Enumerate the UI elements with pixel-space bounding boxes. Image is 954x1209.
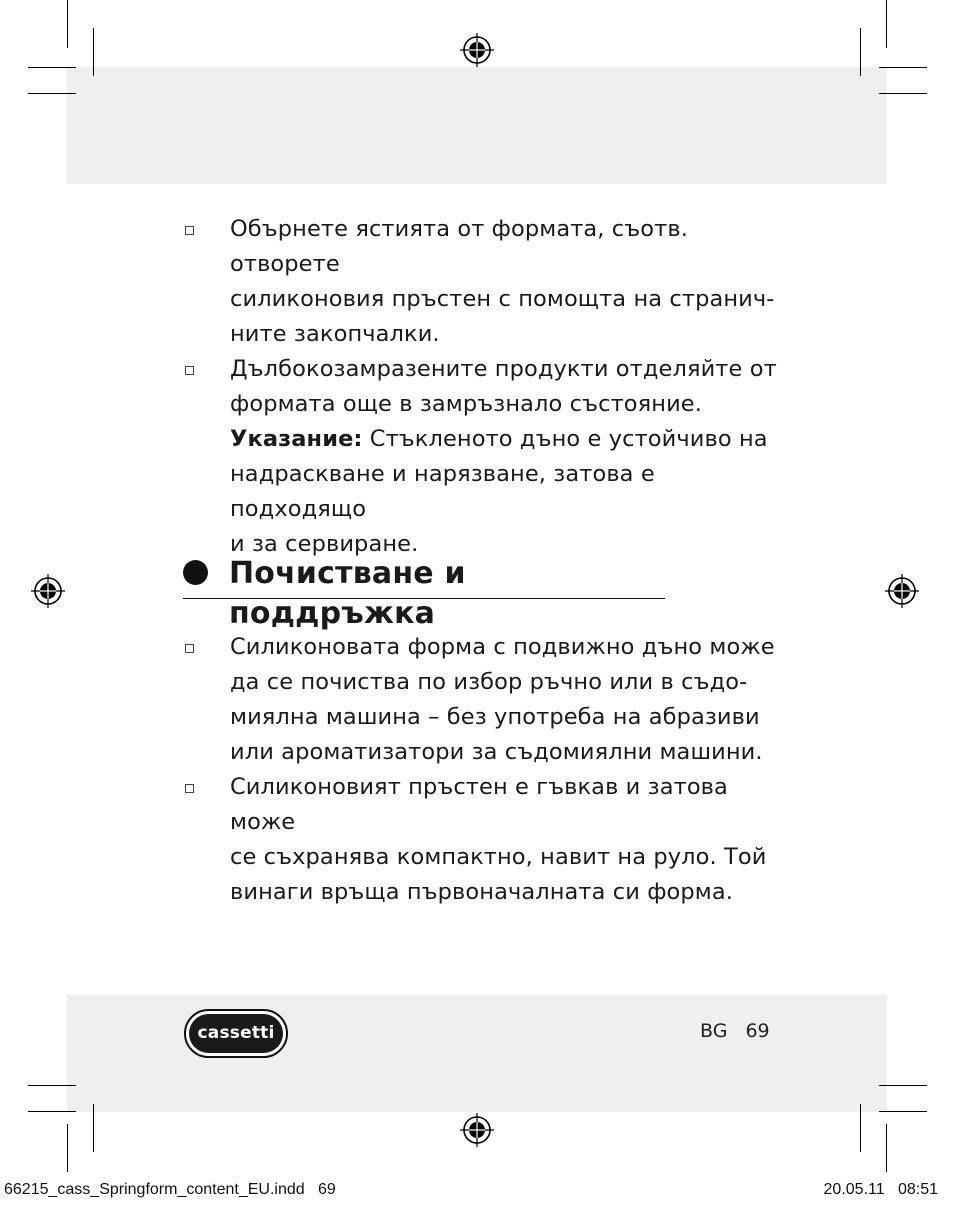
crop-mark: [879, 1085, 927, 1086]
crop-mark: [28, 93, 76, 94]
language-code: BG: [700, 1020, 728, 1042]
crop-mark: [28, 67, 76, 68]
registration-mark-icon: [460, 1113, 494, 1147]
cassetti-logo: [184, 1009, 288, 1058]
instructions-bottom: [183, 630, 783, 910]
page-info: [700, 1018, 770, 1044]
crop-mark: [879, 67, 927, 68]
crop-mark: [28, 1111, 76, 1112]
crop-mark: [860, 1104, 861, 1152]
page-number: 69: [745, 1020, 770, 1042]
list-item: Дълбокозамразените продукти отделяйте от формата още в замръзнало състояние. Указание: Стъкленото дъно е устойчиво на надраскване и нарязване, затова е подходящо и за сервиране.: [183, 352, 783, 562]
header-band: [67, 67, 887, 184]
slug-datetime: 20.05.11 08:51: [823, 1181, 938, 1198]
crop-mark: [879, 93, 927, 94]
crop-mark: [860, 28, 861, 76]
slug-filename: 66215_cass_Springform_content_EU.indd 69: [4, 1181, 336, 1198]
checkbox-bullet-icon: [185, 226, 194, 235]
crop-mark: [93, 28, 94, 76]
section-heading: [183, 552, 665, 631]
footer-band: [67, 995, 887, 1112]
registration-mark-icon: [31, 574, 65, 608]
registration-mark-icon: [460, 33, 494, 67]
crop-mark: [886, 1124, 887, 1172]
checkbox-bullet-icon: [185, 784, 194, 793]
crop-mark: [28, 1085, 76, 1086]
crop-mark: [93, 1104, 94, 1152]
section-title: Почистване и поддръжка: [229, 556, 466, 631]
logo-text: cassetti: [189, 1014, 283, 1053]
crop-mark: [879, 1111, 927, 1112]
crop-mark: [67, 0, 68, 48]
list-item: Силиконовият пръстен е гъвкав и затова може се съхранява компактно, навит на руло. Той винаги връща първоначалната си форма.: [183, 770, 783, 910]
instructions-top: [183, 212, 783, 562]
crop-mark: [886, 0, 887, 48]
checkbox-bullet-icon: [185, 366, 194, 375]
registration-mark-icon: [885, 574, 919, 608]
crop-mark: [67, 1124, 68, 1172]
bullet-dot-icon: [183, 560, 208, 585]
checkbox-bullet-icon: [185, 644, 194, 653]
note-label: Указание:: [230, 426, 363, 452]
list-item: Силиконовата форма с подвижно дъно може да се почиства по избор ръчно или в съдо- миялна машина – без употреба на абразиви или ароматизатори за съдомиялни машини.: [183, 630, 783, 770]
list-item: Обърнете ястията от формата, съотв. отворете силиконовия пръстен с помощта на странич- ните закопчалки.: [183, 212, 783, 352]
